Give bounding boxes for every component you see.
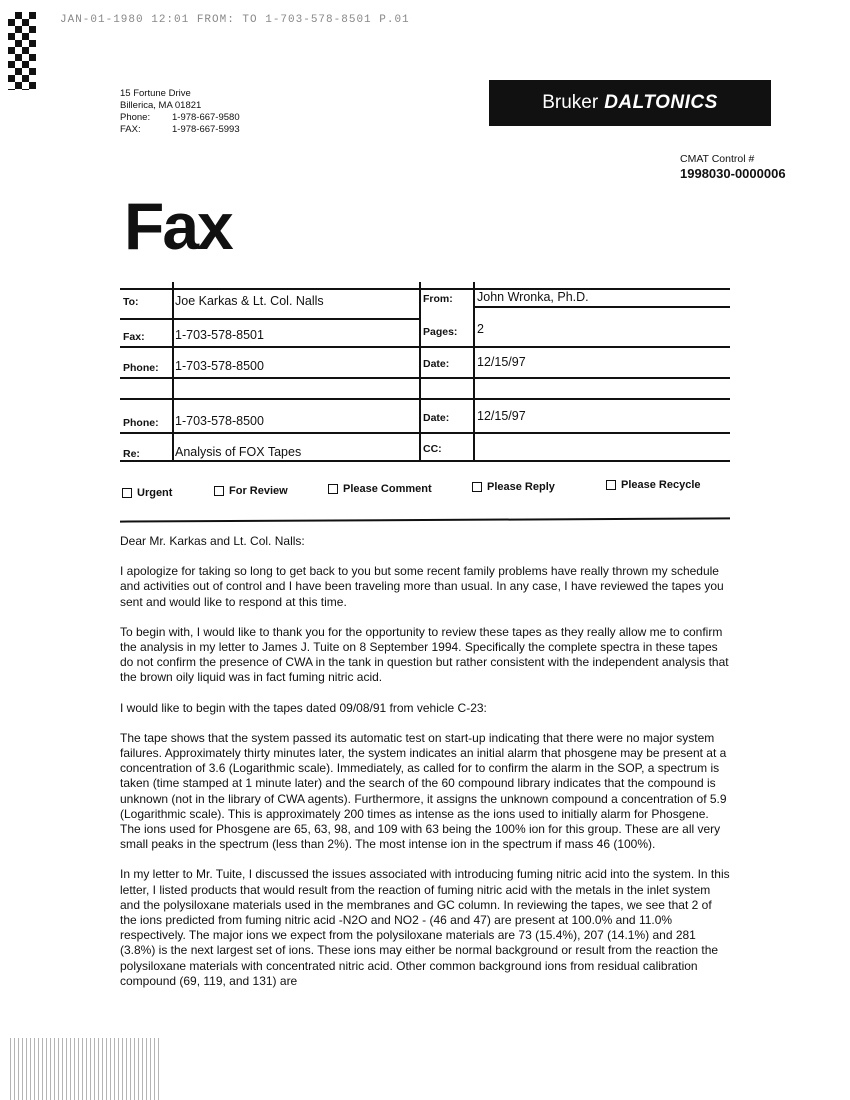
bruker-logo [489,80,771,126]
sender-address [120,88,240,136]
fax-transmission-header: JAN-01-1980 12:01 FROM: TO 1-703-578-8501 P.01 [60,14,410,26]
checkbox-urgent[interactable]: Urgent [122,487,172,499]
phone-value: 1-703-578-8500 [175,359,264,373]
paragraph-5: In my letter to Mr. Tuite, I discussed the issues associated with introducing fuming nitric acid into the system. In this letter, I listed products that would result from the reaction of fuming nitric acid with the metals in the inlet system and the polysiloxane materials used in the membranes and GC column. In reviewing the tapes, we see that 2 of the ions predicted from fuming nitric acid -N2O and NO2 - (46 and 47) are present at 100.0% and 11.0% respectively. The major ions we expect from the polysiloxane materials are 73 (15.4%), 207 (14.1%) and 281 (3.8%) is the next largest set of ions. These ions may either be normal background or result from the reaction the polysiloxane materials with concentrated nitric acid. Other common background ions from residual calibration compound (69, 119, and 131) are [120,867,730,988]
phone-label: Phone: [123,362,159,374]
fax-label: Fax: [123,331,145,343]
paragraph-2: To begin with, I would like to thank you for the opportunity to review these tapes as they really allow me to confirm the analysis in my letter to James J. Tuite on 8 September 1994. Specifically the complete spectra in these tapes do not confirm the presence of CWA in the tank in question but rather consistent with the independent analysis that the brown oily liquid was in fact fuming nitric acid. [120,624,729,685]
from-label: From: [423,293,453,305]
grid-vline-right [473,282,475,462]
scan-marker-pattern [8,12,36,90]
grid-line [120,377,730,379]
checkbox-please-recycle[interactable]: Please Recycle [606,479,701,491]
grid-line [120,398,730,400]
phone-value-2: 1-703-578-8500 [175,414,264,428]
grid-vline-left [172,282,174,462]
separator-line [120,517,730,522]
pages-value: 2 [477,322,484,336]
date-label: Date: [423,358,450,370]
logo-text-daltonics: DALTONICS [604,92,718,113]
checkbox-for-review[interactable]: For Review [214,485,288,497]
address-street: 15 Fortune Drive [120,88,191,99]
re-label: Re: [123,448,140,460]
checkbox-square-icon [606,480,616,490]
grid-line-top [120,288,730,290]
phone-label-2: Phone: [123,417,159,429]
grid-vline-middle [419,282,421,462]
fax-value: 1-703-578-8501 [175,328,264,342]
from-value: John Wronka, Ph.D. [477,290,589,304]
scan-noise-artifact [10,1038,160,1100]
paragraph-1: I apologize for taking so long to get back to you but some recent family problems have really thrown my schedule and activities out of control and I have been traveling more than usual. In any case, I have reviewed the tapes you sent and would like to respond at this time. [120,564,724,609]
grid-line [475,306,730,308]
grid-line-bottom [120,460,730,462]
address-phone-row [120,112,240,124]
address-fax-label: FAX: [120,124,141,135]
logo-text-bruker: Bruker [542,92,599,113]
cmat-control-label: CMAT Control # [680,153,755,165]
fax-title: Fax [124,189,232,263]
address-fax-row [120,124,240,136]
address-phone: 1-978-667-9580 [172,112,240,123]
pages-label: Pages: [423,326,458,338]
paragraph-3: I would like to begin with the tapes dated 09/08/91 from vehicle C-23: [120,700,487,715]
re-value: Analysis of FOX Tapes [175,445,302,459]
cc-label: CC: [423,443,442,455]
checkbox-please-comment[interactable]: Please Comment [328,483,432,495]
address-phone-label: Phone: [120,112,151,123]
to-label: To: [123,296,139,308]
checkbox-square-icon [122,488,132,498]
grid-line [120,346,730,348]
address-fax: 1-978-667-5993 [172,124,240,135]
letter-body [120,534,730,1004]
date-label-2: Date: [423,412,450,424]
checkbox-please-reply[interactable]: Please Reply [472,481,555,493]
checkbox-square-icon [472,482,482,492]
checkbox-square-icon [328,484,338,494]
cmat-control-number: 1998030-0000006 [680,166,786,181]
salutation: Dear Mr. Karkas and Lt. Col. Nalls: [120,534,305,548]
grid-line [120,318,420,320]
address-city: Billerica, MA 01821 [120,100,202,111]
paragraph-4: The tape shows that the system passed its automatic test on start-up indicating that there were no major system failures. Approximately thirty minutes later, the system indicates an initial alarm that phosgene may be present at a concentration of 3.6 (Logarithmic scale). Immediately, as called for to confirm the alarm in the SOP, a spectrum is taken (time stamped at 1 minute later) and the search of the 60 compound library indicates that the compound is unknown (not in the library of CWA agents). Furthermore, it assigns the unknown compound a concentration of 5.9 (Logarithmic scale). This is approximately 200 times as intense as the ions used to initially alarm for Phosgene. The ions used for Phosgene are 65, 63, 98, and 109 with 63 being the 100% ion for this group. These are all very small peaks in the spectrum (less than 2%). The most intense ion in the spectrum if mass 46 (100%). [120,730,727,852]
to-value: Joe Karkas & Lt. Col. Nalls [175,294,324,308]
grid-line [120,432,730,434]
date-value-2: 12/15/97 [477,409,526,423]
checkbox-square-icon [214,486,224,496]
date-value: 12/15/97 [477,355,526,369]
